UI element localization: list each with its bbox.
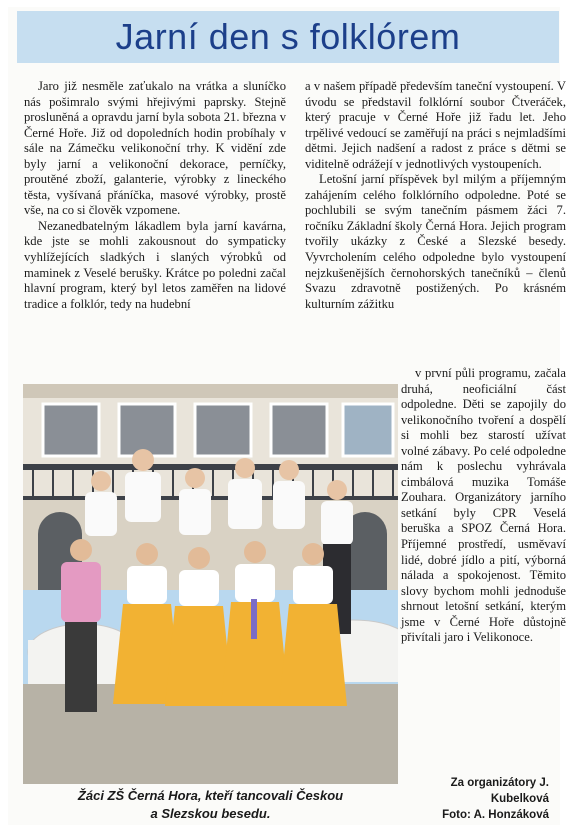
title-band [17,11,559,63]
photo-dancers [23,384,398,784]
article-credits [442,775,549,823]
caption-line: Žáci ZŠ Černá Hora, kteří tancovali Českou [77,788,344,803]
text-column-right-narrow [401,366,566,646]
article-title: Jarní den s folklórem [115,16,461,57]
text-column-left [24,79,286,312]
newspaper-page [8,7,566,825]
paragraph: Jaro již nesměle zaťukalo na vrátka a sluníčko nás pošimralo svými hřejivými paprsky. Stejně prosluněná a opravdu jarní byla sobota 21. března v Černé Hoře. Již od dopoledních hodin probíhaly v sále na Zámečku velikonoční trhy. K vidění zde byly jarní a velikonoční dekorace, perníčky, proutěné zboží, galanterie, výrobky z lineckého těsta, vyšívaná přáníčka, masové výrobky, prostě vše, na co si člověk vzpomene. [24,79,286,218]
caption-line: a Slezskou besedu. [150,806,271,821]
author-line: Kubelková [490,793,549,805]
paragraph: Nezanedbatelným lákadlem byla jarní kavárna, kde jste se mohli zakousnout do sympaticky vyhlížejících sladkých i slaných výrobků od maminek z Veselé berušky. Krátce po poledni začal hlavní program, který byl letos zaměřen na lidové tradice a folklór, tedy na hudební [24,218,286,311]
photo-caption [23,787,398,823]
text-column-right [305,79,566,312]
paragraph: v první půli programu, začala druhá, neoficiální část odpoledne. Děti se zapojily do velikonočního tvoření a dospělí si mohli bez starostí užívat volné zábavy. Po celé odpoledne nám k poslechu vyhrávala cimbálová muzika Tomáše Zouhara. Organizátory jarního setkání byly CPR Veselá beruška a SPOZ Černá Hora. Příjemné prostředí, usměvaví lidé, dobré jídlo a pití, výborná nálada a spokojenost. Těmito slovy bychom mohli jednoduše shrnout letošní setkání, kterým jsme v Černé Hoře důstojně přivítali jaro i Velikonoce. [401,366,566,645]
author-line: Za organizátory J. [450,777,549,789]
paragraph: Letošní jarní příspěvek byl milým a příjemným zahájením celého folklórního odpoledne. Poté se pochlubili se svým tanečním pásmem žáci 7. ročníku Základní školy Černá Hora. Jejich program tvořily ukázky z České a Slezské besedy. Vyvrcholením celého odpoledne bylo vystoupení nejzkušenějších černohorských tanečníků – členů Svazu zdravotně postižených. Po krásném kulturním zážitku [305,172,566,311]
photo-illustration [23,384,398,784]
paragraph: a v našem případě především taneční vystoupení. V úvodu se představil folklórní soubor Čtveráček, který pracuje v Černé Hoře již řadu let. Jeho trpělivé vedoucí se zaměřují na práci s nejmladšími dětmi. Jejich nadšení a radost z práce s dětmi se viditelně odrážejí v jednotlivých vystoupeních. [305,79,566,171]
photo-credit: Foto: A. Honzáková [442,809,549,821]
